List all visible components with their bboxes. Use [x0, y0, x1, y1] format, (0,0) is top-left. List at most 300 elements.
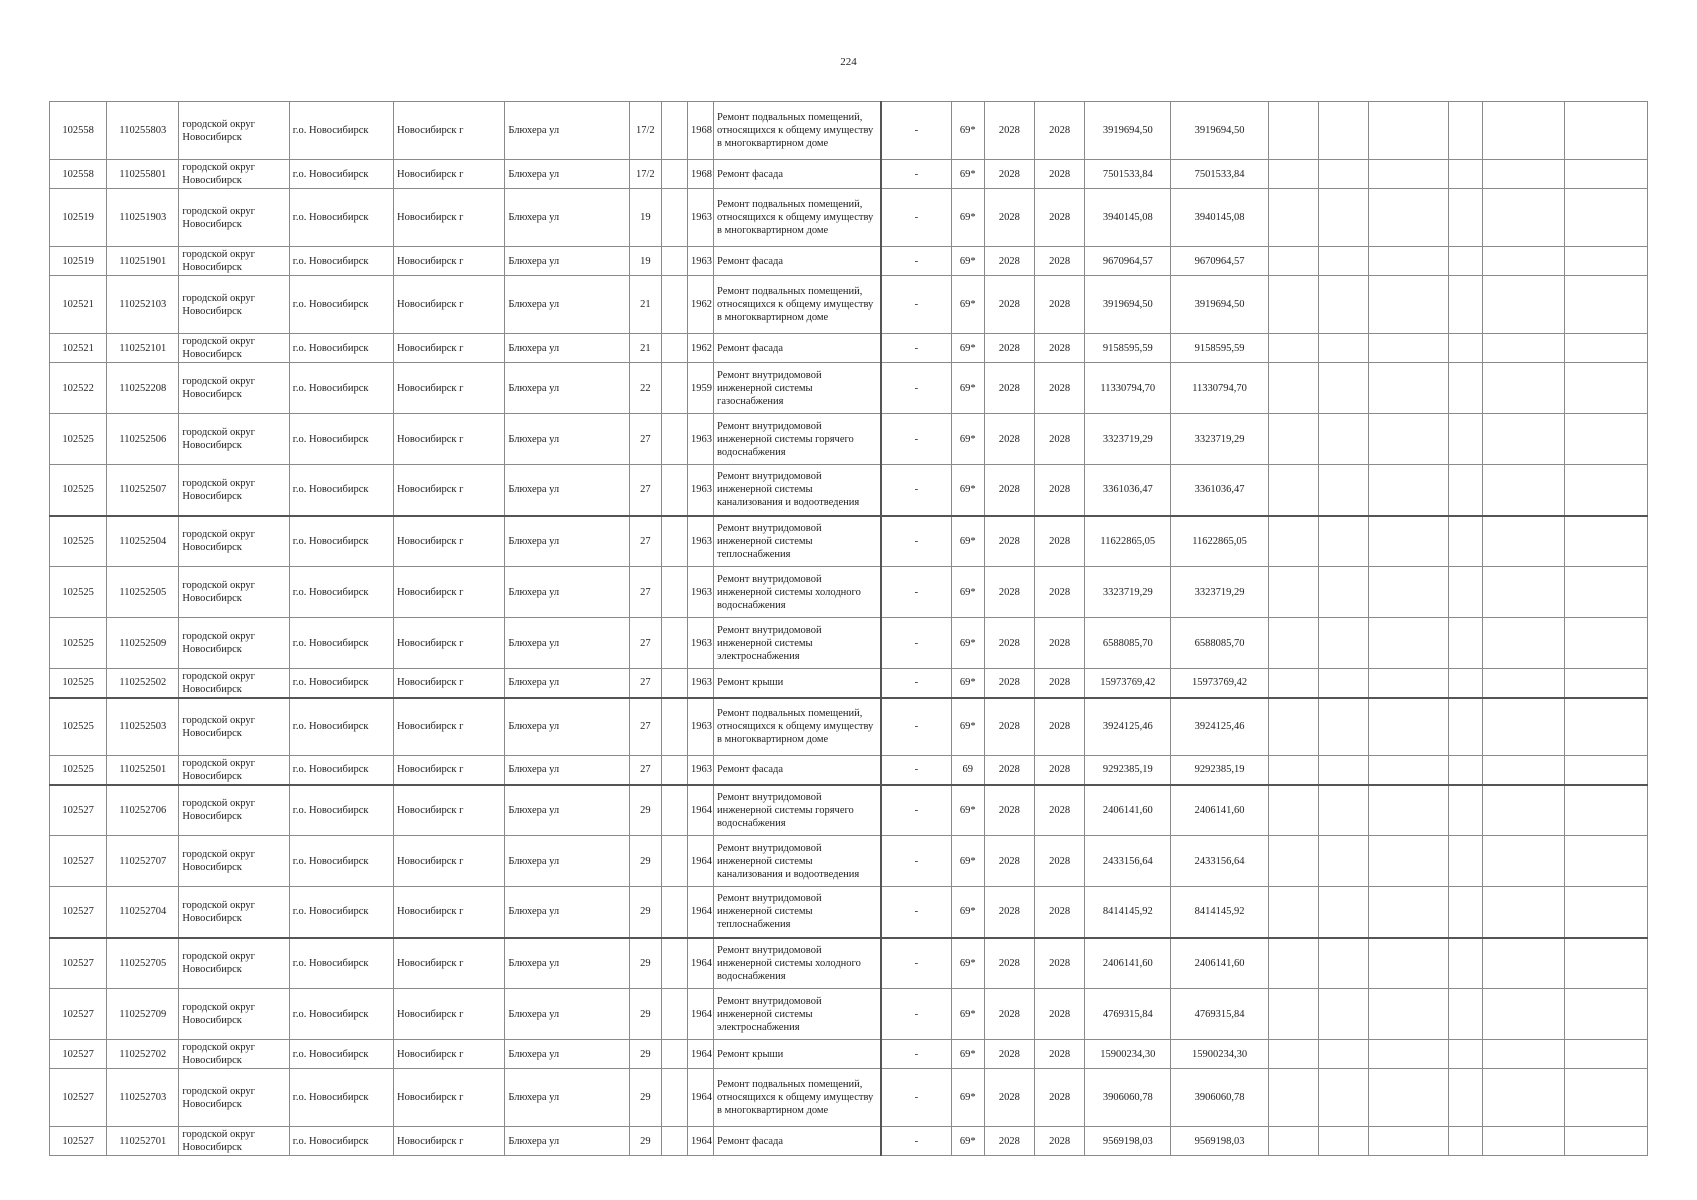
cell-y1: 2028 [984, 1040, 1034, 1069]
cell-cost: 11622865,05 [1085, 516, 1171, 567]
cell-empty [1449, 785, 1483, 836]
cell-empty [1318, 189, 1368, 247]
cell-district: г.о. Новосибирск [289, 276, 393, 334]
cell-y2: 2028 [1035, 1127, 1085, 1156]
cell-total: 3361036,47 [1171, 465, 1268, 516]
cell-empty [661, 836, 687, 887]
cell-empty [1369, 669, 1449, 698]
cell-empty [1268, 247, 1318, 276]
cell-house: 27 [629, 698, 661, 756]
cell-district: г.о. Новосибирск [289, 887, 393, 938]
cell-id: 102525 [50, 756, 107, 785]
cell-empty [661, 669, 687, 698]
cell-empty [1564, 102, 1647, 160]
cell-street: Блюхера ул [505, 465, 629, 516]
cell-total: 9569198,03 [1171, 1127, 1268, 1156]
cell-empty [1369, 1040, 1449, 1069]
cell-street: Блюхера ул [505, 756, 629, 785]
cell-year: 1963 [687, 414, 713, 465]
cell-work: Ремонт фасада [714, 247, 882, 276]
cell-house: 22 [629, 363, 661, 414]
cell-work: Ремонт подвальных помещений, относящихся к общему имуществу в многоквартирном доме [714, 189, 882, 247]
cell-y2: 2028 [1035, 669, 1085, 698]
cell-street: Блюхера ул [505, 516, 629, 567]
cell-empty [661, 567, 687, 618]
cell-y2: 2028 [1035, 363, 1085, 414]
cell-empty [1564, 756, 1647, 785]
cell-y2: 2028 [1035, 160, 1085, 189]
cell-empty [661, 334, 687, 363]
cell-municipality: городской округ Новосибирск [179, 836, 289, 887]
cell-district: г.о. Новосибирск [289, 1040, 393, 1069]
table-row [50, 189, 1648, 247]
cell-dash: - [881, 669, 951, 698]
cell-empty [1369, 698, 1449, 756]
cell-empty [1449, 669, 1483, 698]
cell-y1: 2028 [984, 836, 1034, 887]
cell-code: 110252507 [107, 465, 179, 516]
cell-house: 29 [629, 887, 661, 938]
cell-empty [1449, 363, 1483, 414]
cell-year: 1964 [687, 1040, 713, 1069]
cell-y1: 2028 [984, 698, 1034, 756]
cell-street: Блюхера ул [505, 887, 629, 938]
table-row [50, 334, 1648, 363]
cell-code: 110252709 [107, 989, 179, 1040]
cell-work: Ремонт фасада [714, 160, 882, 189]
table-row [50, 785, 1648, 836]
cell-empty [1318, 414, 1368, 465]
cell-empty [661, 989, 687, 1040]
cell-district: г.о. Новосибирск [289, 465, 393, 516]
cell-street: Блюхера ул [505, 414, 629, 465]
cell-house: 29 [629, 1069, 661, 1127]
cell-code: 110255803 [107, 102, 179, 160]
cell-empty [1449, 1040, 1483, 1069]
cell-y2: 2028 [1035, 938, 1085, 989]
cell-cost: 3323719,29 [1085, 567, 1171, 618]
cell-empty [1318, 1040, 1368, 1069]
cell-cost: 8414145,92 [1085, 887, 1171, 938]
cell-mark: 69 [951, 756, 984, 785]
cell-work: Ремонт внутридомовой инженерной системы холодного водоснабжения [714, 938, 882, 989]
cell-empty [1564, 189, 1647, 247]
cell-id: 102521 [50, 276, 107, 334]
cell-settlement: Новосибирск г [394, 516, 505, 567]
cell-street: Блюхера ул [505, 618, 629, 669]
cell-settlement: Новосибирск г [394, 1069, 505, 1127]
cell-empty [1483, 1040, 1564, 1069]
table-row [50, 989, 1648, 1040]
cell-cost: 3919694,50 [1085, 102, 1171, 160]
cell-work: Ремонт внутридомовой инженерной системы холодного водоснабжения [714, 567, 882, 618]
cell-mark: 69* [951, 247, 984, 276]
cell-code: 110251901 [107, 247, 179, 276]
cell-house: 29 [629, 1040, 661, 1069]
table-row [50, 465, 1648, 516]
cell-id: 102527 [50, 1040, 107, 1069]
cell-empty [1449, 160, 1483, 189]
cell-empty [1369, 938, 1449, 989]
cell-dash: - [881, 276, 951, 334]
cell-y1: 2028 [984, 465, 1034, 516]
cell-work: Ремонт подвальных помещений, относящихся к общему имуществу в многоквартирном доме [714, 698, 882, 756]
cell-cost: 11330794,70 [1085, 363, 1171, 414]
cell-empty [1449, 276, 1483, 334]
cell-year: 1963 [687, 618, 713, 669]
cell-work: Ремонт фасада [714, 756, 882, 785]
cell-empty [1483, 414, 1564, 465]
cell-empty [1449, 334, 1483, 363]
cell-y1: 2028 [984, 989, 1034, 1040]
cell-settlement: Новосибирск г [394, 1040, 505, 1069]
cell-empty [661, 1069, 687, 1127]
cell-house: 29 [629, 1127, 661, 1156]
cell-empty [1268, 938, 1318, 989]
capital-repair-table [49, 101, 1648, 1156]
cell-settlement: Новосибирск г [394, 785, 505, 836]
cell-cost: 3919694,50 [1085, 276, 1171, 334]
cell-empty [1449, 836, 1483, 887]
cell-empty [1369, 247, 1449, 276]
cell-code: 110252502 [107, 669, 179, 698]
cell-empty [1564, 567, 1647, 618]
cell-total: 11330794,70 [1171, 363, 1268, 414]
cell-cost: 3940145,08 [1085, 189, 1171, 247]
cell-empty [1449, 1069, 1483, 1127]
cell-cost: 3323719,29 [1085, 414, 1171, 465]
cell-work: Ремонт подвальных помещений, относящихся к общему имуществу в многоквартирном доме [714, 102, 882, 160]
cell-empty [1268, 1040, 1318, 1069]
cell-municipality: городской округ Новосибирск [179, 189, 289, 247]
cell-empty [1483, 189, 1564, 247]
cell-mark: 69* [951, 989, 984, 1040]
cell-empty [1369, 160, 1449, 189]
cell-empty [1483, 989, 1564, 1040]
cell-mark: 69* [951, 836, 984, 887]
cell-mark: 69* [951, 414, 984, 465]
cell-empty [1449, 618, 1483, 669]
cell-cost: 9670964,57 [1085, 247, 1171, 276]
cell-empty [1268, 698, 1318, 756]
cell-y1: 2028 [984, 756, 1034, 785]
cell-mark: 69* [951, 276, 984, 334]
cell-code: 110252705 [107, 938, 179, 989]
cell-municipality: городской округ Новосибирск [179, 276, 289, 334]
cell-empty [1318, 618, 1368, 669]
cell-empty [661, 102, 687, 160]
cell-y2: 2028 [1035, 836, 1085, 887]
cell-settlement: Новосибирск г [394, 102, 505, 160]
cell-code: 110252706 [107, 785, 179, 836]
cell-empty [1369, 465, 1449, 516]
cell-dash: - [881, 334, 951, 363]
cell-house: 27 [629, 756, 661, 785]
cell-mark: 69* [951, 785, 984, 836]
cell-empty [1483, 618, 1564, 669]
cell-district: г.о. Новосибирск [289, 618, 393, 669]
cell-dash: - [881, 414, 951, 465]
cell-street: Блюхера ул [505, 836, 629, 887]
cell-empty [1268, 363, 1318, 414]
cell-id: 102558 [50, 102, 107, 160]
cell-year: 1968 [687, 160, 713, 189]
cell-municipality: городской округ Новосибирск [179, 785, 289, 836]
cell-id: 102527 [50, 1127, 107, 1156]
cell-code: 110252101 [107, 334, 179, 363]
cell-y1: 2028 [984, 887, 1034, 938]
cell-work: Ремонт внутридомовой инженерной системы газоснабжения [714, 363, 882, 414]
table-row [50, 247, 1648, 276]
cell-y1: 2028 [984, 938, 1034, 989]
cell-empty [1483, 1069, 1564, 1127]
cell-street: Блюхера ул [505, 938, 629, 989]
cell-year: 1964 [687, 938, 713, 989]
cell-total: 3919694,50 [1171, 102, 1268, 160]
cell-id: 102525 [50, 516, 107, 567]
cell-empty [1483, 247, 1564, 276]
cell-dash: - [881, 785, 951, 836]
cell-total: 2433156,64 [1171, 836, 1268, 887]
cell-total: 15973769,42 [1171, 669, 1268, 698]
cell-empty [1318, 247, 1368, 276]
cell-y1: 2028 [984, 414, 1034, 465]
cell-empty [1268, 887, 1318, 938]
cell-empty [661, 887, 687, 938]
cell-empty [1483, 756, 1564, 785]
cell-house: 21 [629, 334, 661, 363]
cell-empty [1564, 247, 1647, 276]
cell-total: 3906060,78 [1171, 1069, 1268, 1127]
table-row [50, 102, 1648, 160]
cell-settlement: Новосибирск г [394, 276, 505, 334]
cell-empty [1564, 1127, 1647, 1156]
cell-empty [661, 618, 687, 669]
cell-district: г.о. Новосибирск [289, 160, 393, 189]
cell-work: Ремонт фасада [714, 334, 882, 363]
cell-work: Ремонт внутридомовой инженерной системы теплоснабжения [714, 516, 882, 567]
table-row [50, 363, 1648, 414]
cell-municipality: городской округ Новосибирск [179, 465, 289, 516]
cell-empty [1483, 334, 1564, 363]
cell-empty [661, 247, 687, 276]
cell-house: 27 [629, 516, 661, 567]
table-row [50, 618, 1648, 669]
cell-settlement: Новосибирск г [394, 618, 505, 669]
cell-id: 102525 [50, 414, 107, 465]
cell-empty [1369, 989, 1449, 1040]
cell-settlement: Новосибирск г [394, 567, 505, 618]
cell-year: 1963 [687, 698, 713, 756]
cell-year: 1963 [687, 189, 713, 247]
cell-mark: 69* [951, 465, 984, 516]
cell-y2: 2028 [1035, 1040, 1085, 1069]
cell-empty [1268, 756, 1318, 785]
cell-cost: 2433156,64 [1085, 836, 1171, 887]
cell-work: Ремонт внутридомовой инженерной системы горячего водоснабжения [714, 414, 882, 465]
cell-y2: 2028 [1035, 989, 1085, 1040]
cell-y1: 2028 [984, 276, 1034, 334]
cell-empty [1564, 618, 1647, 669]
cell-dash: - [881, 516, 951, 567]
cell-code: 110252509 [107, 618, 179, 669]
cell-empty [661, 363, 687, 414]
cell-total: 3919694,50 [1171, 276, 1268, 334]
cell-year: 1964 [687, 1127, 713, 1156]
cell-y2: 2028 [1035, 618, 1085, 669]
cell-empty [1564, 887, 1647, 938]
cell-year: 1963 [687, 669, 713, 698]
cell-work: Ремонт внутридомовой инженерной системы канализования и водоотведения [714, 836, 882, 887]
table-row [50, 160, 1648, 189]
cell-id: 102519 [50, 247, 107, 276]
cell-dash: - [881, 189, 951, 247]
cell-empty [1268, 414, 1318, 465]
cell-year: 1963 [687, 247, 713, 276]
cell-id: 102525 [50, 567, 107, 618]
cell-id: 102527 [50, 1069, 107, 1127]
cell-year: 1962 [687, 276, 713, 334]
cell-total: 3323719,29 [1171, 414, 1268, 465]
cell-empty [1268, 160, 1318, 189]
cell-settlement: Новосибирск г [394, 698, 505, 756]
table-row [50, 276, 1648, 334]
cell-id: 102525 [50, 465, 107, 516]
cell-municipality: городской округ Новосибирск [179, 756, 289, 785]
cell-municipality: городской округ Новосибирск [179, 516, 289, 567]
cell-total: 9158595,59 [1171, 334, 1268, 363]
cell-total: 9670964,57 [1171, 247, 1268, 276]
cell-id: 102525 [50, 698, 107, 756]
cell-house: 27 [629, 618, 661, 669]
cell-empty [1318, 1127, 1368, 1156]
cell-dash: - [881, 567, 951, 618]
cell-y1: 2028 [984, 618, 1034, 669]
cell-empty [1268, 567, 1318, 618]
cell-street: Блюхера ул [505, 989, 629, 1040]
cell-municipality: городской округ Новосибирск [179, 247, 289, 276]
cell-empty [1483, 567, 1564, 618]
cell-empty [1449, 1127, 1483, 1156]
cell-district: г.о. Новосибирск [289, 836, 393, 887]
cell-district: г.о. Новосибирск [289, 414, 393, 465]
cell-id: 102558 [50, 160, 107, 189]
cell-dash: - [881, 618, 951, 669]
cell-house: 17/2 [629, 102, 661, 160]
cell-municipality: городской округ Новосибирск [179, 567, 289, 618]
cell-empty [1268, 1069, 1318, 1127]
cell-empty [1483, 887, 1564, 938]
cell-empty [1268, 276, 1318, 334]
cell-street: Блюхера ул [505, 102, 629, 160]
cell-year: 1964 [687, 785, 713, 836]
cell-district: г.о. Новосибирск [289, 102, 393, 160]
cell-empty [1483, 1127, 1564, 1156]
cell-empty [1449, 516, 1483, 567]
cell-settlement: Новосибирск г [394, 334, 505, 363]
cell-year: 1964 [687, 887, 713, 938]
table-row [50, 756, 1648, 785]
cell-municipality: городской округ Новосибирск [179, 989, 289, 1040]
cell-district: г.о. Новосибирск [289, 567, 393, 618]
cell-empty [1449, 567, 1483, 618]
cell-district: г.о. Новосибирск [289, 785, 393, 836]
cell-settlement: Новосибирск г [394, 938, 505, 989]
cell-work: Ремонт подвальных помещений, относящихся к общему имуществу в многоквартирном доме [714, 276, 882, 334]
cell-dash: - [881, 938, 951, 989]
cell-district: г.о. Новосибирск [289, 334, 393, 363]
cell-empty [661, 756, 687, 785]
cell-empty [1449, 989, 1483, 1040]
cell-municipality: городской округ Новосибирск [179, 414, 289, 465]
cell-settlement: Новосибирск г [394, 363, 505, 414]
cell-house: 19 [629, 247, 661, 276]
cell-empty [661, 276, 687, 334]
cell-empty [1369, 618, 1449, 669]
cell-mark: 69* [951, 669, 984, 698]
cell-total: 6588085,70 [1171, 618, 1268, 669]
cell-work: Ремонт подвальных помещений, относящихся к общему имуществу в многоквартирном доме [714, 1069, 882, 1127]
cell-empty [1318, 334, 1368, 363]
cell-total: 3924125,46 [1171, 698, 1268, 756]
cell-code: 110252504 [107, 516, 179, 567]
cell-code: 110252703 [107, 1069, 179, 1127]
cell-id: 102527 [50, 785, 107, 836]
cell-house: 27 [629, 567, 661, 618]
table-row [50, 1127, 1648, 1156]
cell-total: 8414145,92 [1171, 887, 1268, 938]
cell-empty [1564, 516, 1647, 567]
table-row [50, 516, 1648, 567]
cell-empty [1369, 1069, 1449, 1127]
cell-municipality: городской округ Новосибирск [179, 618, 289, 669]
cell-empty [1318, 276, 1368, 334]
cell-empty [1318, 669, 1368, 698]
cell-empty [1564, 1040, 1647, 1069]
cell-code: 110252505 [107, 567, 179, 618]
cell-empty [1449, 938, 1483, 989]
cell-empty [1564, 465, 1647, 516]
cell-empty [661, 516, 687, 567]
cell-year: 1963 [687, 756, 713, 785]
cell-y1: 2028 [984, 567, 1034, 618]
cell-empty [1449, 414, 1483, 465]
cell-settlement: Новосибирск г [394, 189, 505, 247]
cell-code: 110252702 [107, 1040, 179, 1069]
cell-empty [1318, 102, 1368, 160]
cell-empty [1318, 698, 1368, 756]
cell-dash: - [881, 989, 951, 1040]
cell-total: 11622865,05 [1171, 516, 1268, 567]
cell-y2: 2028 [1035, 102, 1085, 160]
cell-district: г.о. Новосибирск [289, 1069, 393, 1127]
cell-empty [1564, 276, 1647, 334]
cell-dash: - [881, 102, 951, 160]
cell-empty [1318, 756, 1368, 785]
cell-empty [1449, 698, 1483, 756]
cell-empty [1318, 465, 1368, 516]
cell-work: Ремонт внутридомовой инженерной системы канализования и водоотведения [714, 465, 882, 516]
cell-id: 102519 [50, 189, 107, 247]
cell-district: г.о. Новосибирск [289, 189, 393, 247]
cell-y1: 2028 [984, 669, 1034, 698]
cell-dash: - [881, 1069, 951, 1127]
table-row [50, 1040, 1648, 1069]
cell-y1: 2028 [984, 785, 1034, 836]
cell-mark: 69* [951, 1069, 984, 1127]
cell-empty [1268, 189, 1318, 247]
table-row [50, 1069, 1648, 1127]
